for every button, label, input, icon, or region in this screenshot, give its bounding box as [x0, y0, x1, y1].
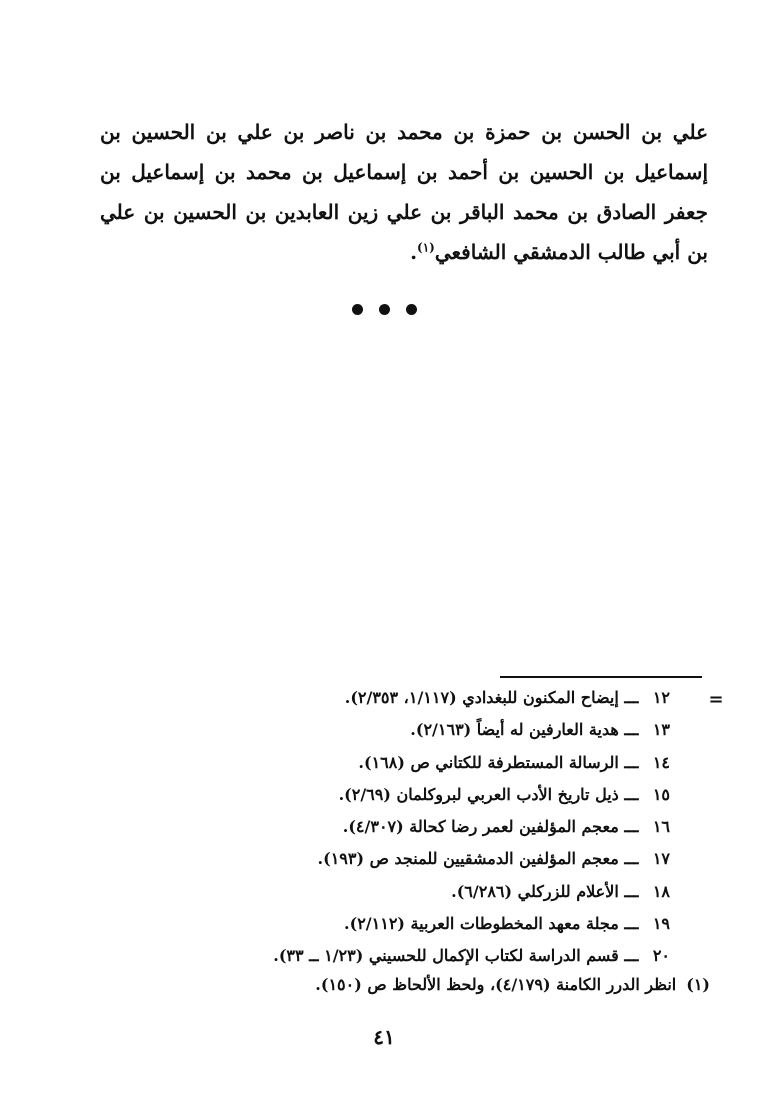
- footnote-item-text: قسم الدراسة لكتاب الإكمال للحسيني (١/٢٣ ــ ٣٣).: [273, 946, 619, 966]
- footnote-item-dash: ـــ: [624, 849, 639, 869]
- footnote-item-text: ذيل تاريخ الأدب العربي لبروكلمان (٢/٦٩).: [338, 784, 619, 804]
- footnote-list-item: [60, 811, 670, 843]
- footnote-divider: [500, 676, 702, 678]
- footnote-list-item: [60, 779, 670, 811]
- footnote-reference[interactable]: (١): [417, 240, 435, 255]
- footnote-item-text: الرسالة المستطرفة للكتاني ص (١٦٨).: [358, 752, 619, 772]
- footnote-1-marker: (١): [686, 975, 710, 994]
- body-text: علي بن الحسن بن حمزة بن محمد بن ناصر بن علي بن الحسين بن إسماعيل بن الحسين بن أحمد بن إسماعيل بن محمد بن إسماعيل بن جعفر الصادق بن محمد الباقر بن علي زين العابدين بن الحسين بن علي بن أبي طالب الدمشقي الشافعي: [100, 120, 708, 264]
- footnote-list-item: [60, 908, 670, 940]
- footnote-item-number: ١٦: [652, 817, 670, 837]
- footnote-item-dash: ـــ: [624, 881, 639, 901]
- footnote-item-number: ١٨: [652, 881, 670, 901]
- body-paragraph: [100, 112, 708, 272]
- footnote-item-number: ١٧: [652, 849, 670, 869]
- footnote-item-text: إيضاح المكنون للبغدادي (١/١١٧، ٢/٣٥٣).: [344, 688, 619, 707]
- footnote-list-item: [60, 682, 670, 714]
- footnote-item-text: مجلة معهد المخطوطات العربية (٢/١١٢).: [344, 914, 619, 934]
- footnote-item-text: الأعلام للزركلي (٦/٢٨٦).: [451, 881, 619, 901]
- footnote-item-dash: ـــ: [624, 817, 639, 837]
- footnote-list-item: [60, 714, 670, 746]
- footnote-item-text: معجم المؤلفين لعمر رضا كحالة (٤/٣٠٧).: [342, 817, 619, 837]
- footnote-item-dash: ـــ: [624, 720, 639, 740]
- footnote-list: [60, 682, 670, 973]
- body-paragraph-text: [100, 112, 708, 272]
- footnote-item-dash: ـــ: [624, 688, 639, 707]
- footnote-item-number: ١٤: [652, 752, 670, 772]
- footnote-continuation-mark: =: [708, 689, 724, 710]
- footnote-1: [60, 969, 710, 1001]
- footnote-list-item: [60, 747, 670, 779]
- footnote-item-dash: ـــ: [624, 946, 639, 966]
- footnote-list-item: [60, 843, 670, 875]
- footnote-item-text: معجم المؤلفين الدمشقيين للمنجد ص (١٩٣).: [317, 849, 619, 869]
- footnote-item-dash: ـــ: [624, 752, 639, 772]
- footnote-item-number: ١٩: [652, 914, 670, 934]
- page-number: ٤١: [373, 1025, 395, 1049]
- separator-dot-icon: [379, 304, 390, 315]
- footnote-1-text: انظر الدرر الكامنة (٤/١٧٩)، ولحظ الألحاظ ص (١٥٠).: [315, 975, 677, 994]
- separator-dot-icon: [352, 304, 363, 315]
- footnote-item-dash: ـــ: [624, 914, 639, 934]
- body-end-mark: .: [410, 240, 418, 264]
- footnote-item-number: ١٢: [652, 688, 670, 707]
- footnote-list-item: [60, 940, 670, 972]
- footnote-item-dash: ـــ: [624, 784, 639, 804]
- footnote-item-text: هدية العارفين له أيضاً (٢/١٦٣).: [410, 720, 619, 740]
- footnote-item-number: ١٥: [652, 784, 670, 804]
- separator-dot-icon: [406, 304, 417, 315]
- footnote-item-number: ٢٠: [652, 946, 670, 966]
- footnote-list-item: [60, 876, 670, 908]
- footnote-item-number: ١٣: [652, 720, 670, 740]
- section-separator: [0, 300, 768, 319]
